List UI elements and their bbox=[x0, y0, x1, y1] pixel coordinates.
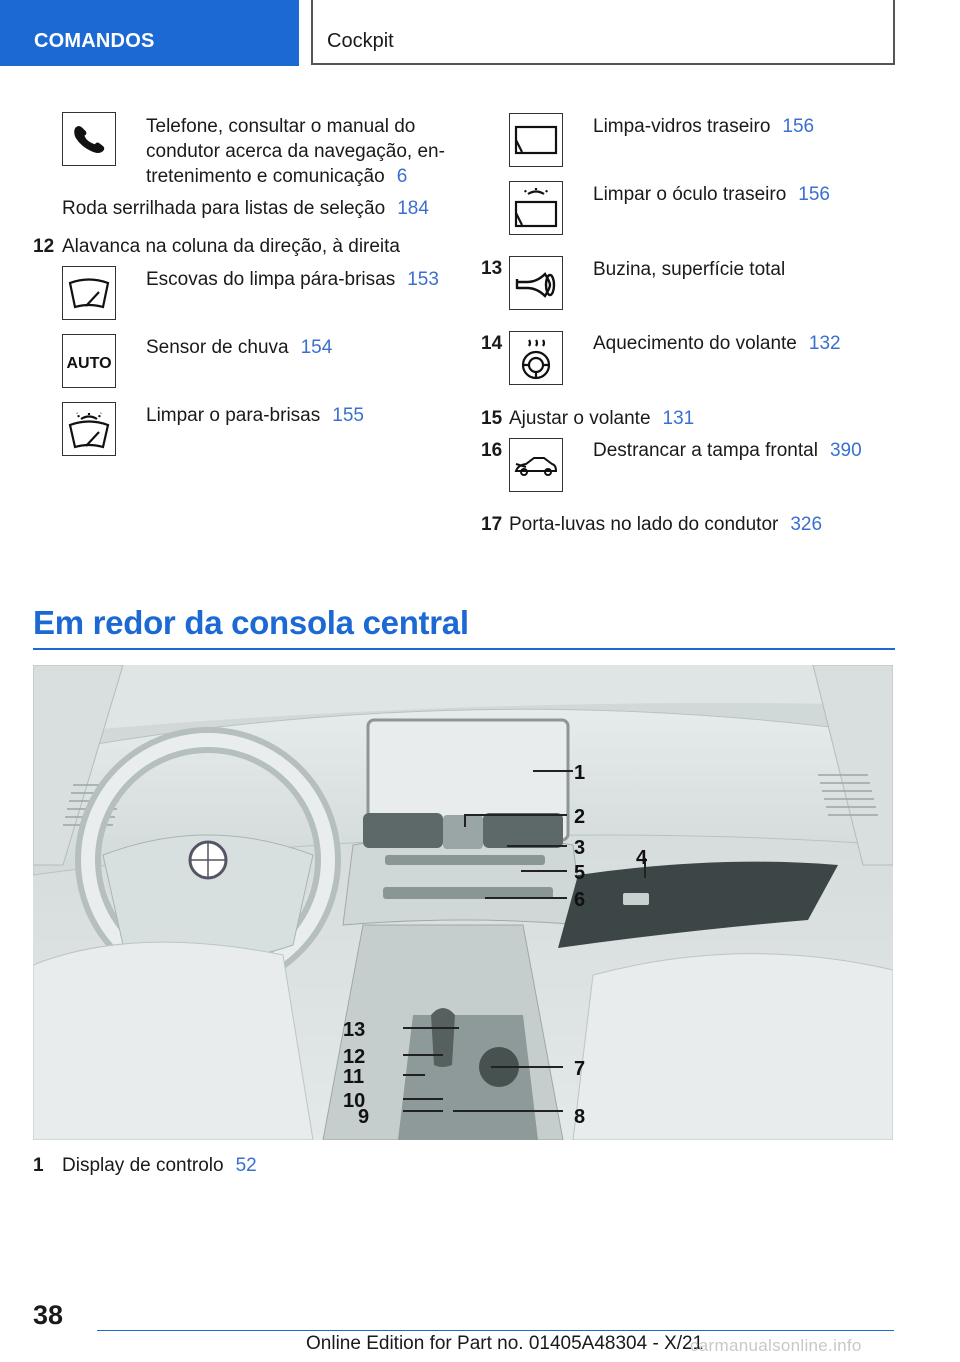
entry-selection-wheel: Roda serrilhada para listas de seleção 184 bbox=[62, 198, 429, 219]
legend-display: Display de controlo 52 bbox=[62, 1155, 257, 1176]
callout-7: 7 bbox=[574, 1058, 586, 1080]
callout-5: 5 bbox=[574, 862, 586, 884]
entry-stalk-right: Alavanca na coluna da direção, à direita bbox=[62, 236, 401, 257]
callout-6: 6 bbox=[574, 889, 586, 911]
item-number: 13 bbox=[481, 258, 503, 279]
page-ref-link[interactable]: 155 bbox=[332, 405, 364, 426]
entry-wiper: Escovas do limpa pára-brisas 153 bbox=[146, 269, 439, 290]
front-lid-icon bbox=[509, 438, 563, 492]
rear-wiper-icon bbox=[509, 113, 563, 167]
callout-12: 12 bbox=[343, 1046, 366, 1068]
callout-8: 8 bbox=[574, 1106, 586, 1128]
item-number: 15 bbox=[481, 408, 503, 429]
callout-13: 13 bbox=[343, 1019, 366, 1041]
footer-divider bbox=[97, 1330, 894, 1331]
page-ref-link[interactable]: 153 bbox=[407, 269, 439, 290]
auto-rain-sensor-icon bbox=[62, 334, 116, 388]
windshield-wiper-icon bbox=[62, 266, 116, 320]
page-ref-link[interactable]: 52 bbox=[235, 1155, 257, 1176]
page-ref-link[interactable]: 390 bbox=[829, 440, 862, 461]
callout-10: 10 bbox=[343, 1090, 366, 1112]
page-ref-link[interactable]: 131 bbox=[662, 408, 695, 429]
horn-icon bbox=[509, 256, 563, 310]
svg-text:AUTO: AUTO bbox=[66, 355, 112, 372]
item-number: 14 bbox=[481, 333, 503, 354]
callout-11: 11 bbox=[343, 1066, 365, 1088]
page-number: 38 bbox=[33, 1300, 64, 1330]
entry-wheel-heating: Aquecimento do volante 132 bbox=[593, 333, 841, 354]
section-heading: Em redor da consola central bbox=[33, 604, 469, 641]
item-number: 16 bbox=[481, 440, 503, 461]
section-divider bbox=[33, 648, 895, 650]
entry-adjust-wheel: Ajustar o volante 131 bbox=[509, 408, 695, 429]
entry-rain-sensor: Sensor de chuva 154 bbox=[146, 337, 333, 358]
page-ref-link[interactable]: 156 bbox=[798, 184, 830, 205]
center-console-illustration bbox=[33, 665, 893, 1140]
callout-2: 2 bbox=[574, 806, 586, 828]
windshield-wash-icon bbox=[62, 402, 116, 456]
entry-rear-wash: Limpar o óculo traseiro 156 bbox=[593, 184, 830, 205]
watermark: carmanualsonline.info bbox=[690, 1336, 862, 1355]
item-number: 17 bbox=[481, 514, 503, 535]
entry-rear-wiper: Limpa-vidros traseiro 156 bbox=[593, 116, 815, 137]
rear-wash-icon bbox=[509, 181, 563, 235]
page-ref-link[interactable]: 154 bbox=[300, 337, 333, 358]
footer-edition: Online Edition for Part no. 01405A48304 - X/21 bbox=[306, 1333, 704, 1354]
page-ref-link[interactable]: 184 bbox=[397, 198, 429, 219]
item-number: 1 bbox=[33, 1155, 44, 1176]
page-ref-link[interactable]: 156 bbox=[782, 116, 815, 137]
entry-front-lid: Destrancar a tampa frontal 390 bbox=[593, 440, 862, 461]
steering-wheel-heating-icon bbox=[509, 331, 563, 385]
section-tab: COMANDOS bbox=[0, 0, 299, 66]
callout-1: 1 bbox=[574, 762, 586, 784]
entry-phone-label: Telefone, consultar o manual do condutor acerca da navegação, en- tretenimento e comunicação 6 bbox=[146, 116, 445, 187]
callout-3: 3 bbox=[574, 837, 586, 859]
callout-9: 9 bbox=[358, 1106, 370, 1128]
page-ref-link[interactable]: 326 bbox=[790, 514, 823, 535]
page-ref-link[interactable]: 132 bbox=[808, 333, 841, 354]
phone-icon bbox=[62, 112, 116, 166]
callout-4: 4 bbox=[636, 847, 648, 869]
page-ref-link[interactable]: 6 bbox=[396, 166, 408, 187]
entry-horn: Buzina, superfície total bbox=[593, 259, 786, 280]
item-number: 12 bbox=[33, 236, 55, 257]
entry-glovebox: Porta-luvas no lado do condutor 326 bbox=[509, 514, 823, 535]
page-header-title: Cockpit bbox=[311, 0, 895, 65]
entry-wash: Limpar o para-brisas 155 bbox=[146, 405, 364, 426]
